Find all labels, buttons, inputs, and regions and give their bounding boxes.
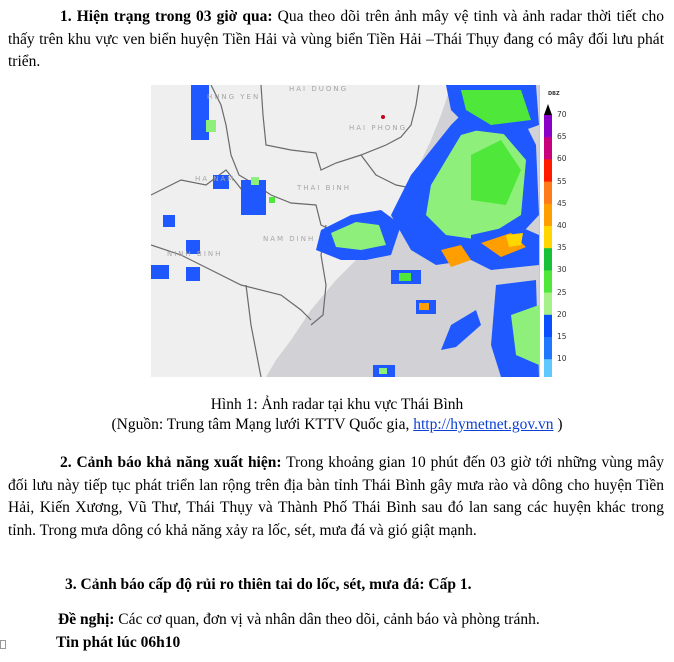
section-3-heading: 3. Cảnh báo cấp độ rủi ro thiên tai do lốc, sét, mưa đá: Cấp 1. [65,576,472,593]
legend-color-band [544,315,552,338]
legend-tick-label: 35 [557,243,567,253]
map-label-hai-duong: HAI DUONG [289,85,349,93]
source-link[interactable]: http://hymetnet.gov.vn [413,416,554,433]
legend-unit: DBZ [548,91,560,97]
recommendation-paragraph [58,611,540,629]
legend-tick-label: 65 [557,132,567,142]
recommendation-text: Các cơ quan, đơn vị và nhân dân theo dõi, cảnh báo và phòng tránh. [114,611,540,628]
legend-tick-label: 20 [557,309,567,319]
legend-tick-label: 60 [557,154,567,164]
legend-tick-label: 30 [557,265,567,275]
legend-tick-label: 55 [557,176,567,186]
map-label-thai-binh: THAI BINH [297,184,351,192]
legend-max-arrow [544,104,552,115]
radar-image [151,85,572,377]
legend-color-band [544,337,552,360]
map-label-ha-nam: HA NAM [195,175,236,183]
dbz-legend [539,85,572,377]
legend-color-band [544,270,552,293]
legend-colorbar [540,85,572,377]
anchor-marker-icon [0,640,6,649]
map-label-ninh-binh: NINH BINH [167,250,223,258]
section-2-text: Trong khoảng gian 10 phút đến 03 giờ tới những vùng mây đối lưu này tiếp tục phát triển lan rộng trên địa bàn tỉnh Thái Bình gây mưa rào và dông cho huyện Tiền Hải, Kiến Xương, Vũ Thư, Thái Thụy và Thành Phố Thái Bình sau đó lan sang các huyện khác trong tỉnh. Trong mưa dông có khả năng xảy ra lốc, sét, mưa đá và gió giật mạnh. [8,454,664,539]
legend-color-band [544,293,552,316]
issued-time: Tin phát lúc 06h10 [56,634,181,651]
legend-tick-label: 25 [557,287,567,297]
map-label-hung-yen: HUNG YEN [207,93,261,101]
map-label-nam-dinh: NAM DINH [263,235,316,243]
legend-color-band [544,204,552,227]
radar-map [151,85,539,377]
legend-color-band [544,248,552,271]
legend-tick-label: 70 [557,110,567,119]
figure-caption-source [0,416,674,434]
section-2-heading: 2. Cảnh báo khả năng xuất hiện: [60,454,282,471]
recommendation-label: Đề nghị: [58,611,115,628]
legend-color-band [544,137,552,160]
legend-color-band [544,159,552,182]
source-suffix: ) [553,416,563,433]
section-1-text: Qua theo dõi trên ảnh mây vệ tinh và ảnh radar thời tiết cho thấy trên khu vực ven biển huyện Tiền Hải và vùng biển Tiền Hải –Thái Thụy đang có mây đối lưu phát triển. [8,8,664,70]
map-label-hai-phong: HAI PHONG [349,124,407,132]
section-1-heading: 1. Hiện trạng trong 03 giờ qua: [60,8,273,25]
legend-tick-label: 45 [557,198,567,208]
figure-caption-title: Hình 1: Ảnh radar tại khu vực Thái Bình [210,396,464,413]
section-1-paragraph [8,6,664,74]
legend-color-band [544,182,552,205]
source-prefix: (Nguồn: Trung tâm Mạng lưới KTTV Quốc gia, [111,416,414,433]
legend-tick-label: 15 [557,332,567,341]
legend-color-band [544,115,552,138]
legend-color-band [544,226,552,249]
section-2-paragraph [8,452,664,542]
legend-tick-label: 40 [557,221,567,230]
legend-tick-label: 10 [557,354,567,364]
